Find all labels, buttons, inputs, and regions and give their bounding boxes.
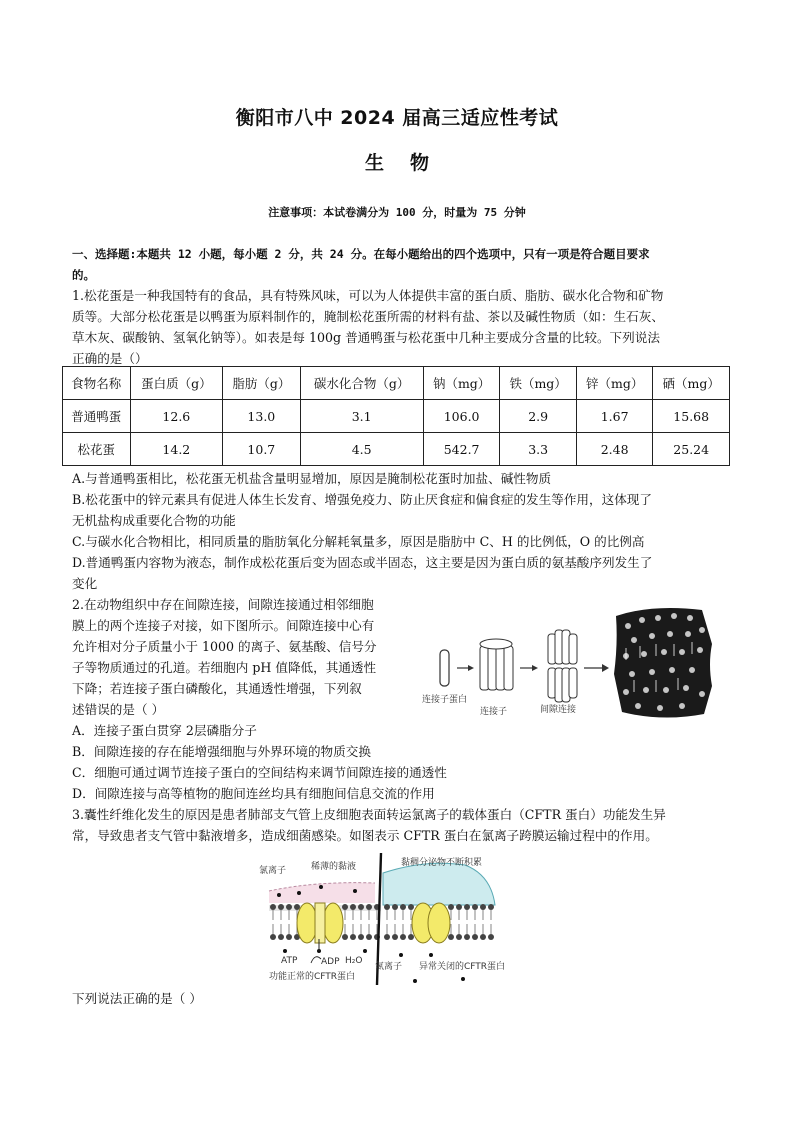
table-header-cell: 碳水化合物（g） xyxy=(300,367,423,400)
subject-char-1: 生 xyxy=(364,152,384,174)
gap-junction-figure xyxy=(412,604,718,722)
q2-options xyxy=(72,720,724,804)
label-atp: ATP xyxy=(281,956,298,966)
fig-label-gap-junction: 间隙连接 xyxy=(540,705,577,715)
table-cell: 13.0 xyxy=(223,400,300,433)
subject-heading xyxy=(0,148,794,175)
label-chloride-left: 氯离子 xyxy=(259,866,287,876)
table-header-cell: 脂肪（g） xyxy=(223,367,300,400)
connexon-shape xyxy=(480,639,513,690)
arrow-head xyxy=(532,665,538,671)
section-heading xyxy=(72,244,726,286)
table-cell: 12.6 xyxy=(130,400,223,433)
table-cell: 542.7 xyxy=(423,433,500,466)
table-header-row xyxy=(63,367,730,400)
q1-option-c: C.与碳水化合物相比，相同质量的脂肪氧化分解耗氧量多，原因是脂肪中 C、H 的比例低，O 的比例高 xyxy=(72,534,645,549)
table-cell: 松花蛋 xyxy=(63,433,131,466)
table-cell: 15.68 xyxy=(653,400,730,433)
atp-arrow xyxy=(311,957,321,963)
q2-stem-line: 述错误的是（ ） xyxy=(72,702,165,717)
table-cell: 普通鸭蛋 xyxy=(63,400,131,433)
q1-options xyxy=(72,468,724,594)
table-cell: 3.1 xyxy=(300,400,423,433)
arrow-head xyxy=(468,665,474,671)
q2-stem-line: 允许相对分子质量小于 1000 的离子、氨基酸、信号分 xyxy=(72,639,377,654)
table-header-cell: 硒（mg） xyxy=(653,367,730,400)
table-header-cell: 铁（mg） xyxy=(500,367,577,400)
table-cell: 106.0 xyxy=(423,400,500,433)
q1-stem-line: 质等。大部分松花蛋是以鸭蛋为原料制作的，腌制松花蛋所需的材料有盐、茶以及碱性物质（如：生石灰、 xyxy=(72,309,664,324)
table-header-cell: 蛋白质（g） xyxy=(130,367,223,400)
q2-option-c: C．细胞可通过调节连接子蛋白的空间结构来调节间隙连接的通透性 xyxy=(72,765,447,780)
section-line: 的。 xyxy=(72,268,95,282)
table-header-cell: 钠（mg） xyxy=(423,367,500,400)
nutrition-table xyxy=(62,366,730,466)
subject-char-2: 物 xyxy=(410,152,430,174)
q1-stem-line: 1.松花蛋是一种我国特有的食品，具有特殊风味，可以为人体提供丰富的蛋白质、脂肪、碳水化合物和矿物 xyxy=(72,288,664,303)
table-cell: 2.9 xyxy=(500,400,577,433)
fig-label-connexin: 连接子蛋白 xyxy=(422,695,468,705)
gap-junction-shape xyxy=(548,630,577,702)
q1-option-d-cont: 变化 xyxy=(72,576,98,591)
section-line: 一、选择题:本题共 12 小题，每小题 2 分，共 24 分。在每小题给出的四个选项中，只有一项是符合题目要求 xyxy=(72,247,650,261)
q1-option-b-cont: 无机盐构成重要化合物的功能 xyxy=(72,513,236,528)
table-row xyxy=(63,433,730,466)
exam-title: 衡阳市八中 2024 届高三适应性考试 xyxy=(235,107,559,129)
label-adp: ADP xyxy=(321,957,340,967)
label-thin-mucus: 稀薄的黏液 xyxy=(311,862,357,872)
table-header-cell: 食物名称 xyxy=(63,367,131,400)
table-cell: 1.67 xyxy=(576,400,653,433)
q2-stem-line: 2.在动物组织中存在间隙连接，间隙连接通过相邻细胞 xyxy=(72,597,374,612)
table-cell: 10.7 xyxy=(223,433,300,466)
table-cell: 25.24 xyxy=(653,433,730,466)
exam-notice: 注意事项：本试卷满分为 100 分，时量为 75 分钟 xyxy=(268,206,526,219)
q2-stem-line: 膜上的两个连接子对接，如下图所示。间隙连接中心有 xyxy=(72,618,375,633)
q1-stem xyxy=(72,285,724,369)
membrane-image xyxy=(614,608,712,718)
table-row xyxy=(63,400,730,433)
thick-mucus-region xyxy=(383,863,495,905)
q2-stem xyxy=(72,594,412,720)
q1-option-a: A.与普通鸭蛋相比，松花蛋无机盐含量明显增加，原因是腌制松花蛋时加盐、碱性物质 xyxy=(72,471,552,486)
q2-option-b: B．间隙连接的存在能增强细胞与外界环境的物质交换 xyxy=(72,744,371,759)
fig-label-connexon: 连接子 xyxy=(480,707,508,717)
q1-stem-line: 草木灰、碳酸钠、氢氧化钠等）。如表是每 100g 普通鸭蛋与松花蛋中几种主要成分含量的比较。下列说法 xyxy=(72,330,660,345)
label-chloride-right: 氯离子 xyxy=(375,962,403,972)
q1-stem-line: 正确的是（） xyxy=(72,351,148,366)
q3-stem-line: 3.囊性纤维化发生的原因是患者肺部支气管上皮细胞表面转运氯离子的载体蛋白（CFTR 蛋白）功能发生异 xyxy=(72,807,666,822)
connexin-protein-shape xyxy=(440,650,449,686)
q3-tail: 下列说法正确的是（ ） xyxy=(72,991,202,1006)
table-header-cell: 锌（mg） xyxy=(576,367,653,400)
q2-option-a: A．连接子蛋白贯穿 2层磷脂分子 xyxy=(72,723,257,738)
q2-stem-line: 下降；若连接子蛋白磷酸化，其通透性增强，下列叙 xyxy=(72,681,362,696)
table-cell: 14.2 xyxy=(130,433,223,466)
q1-option-b: B.松花蛋中的锌元素具有促进人体生长发育、增强免疫力、防止厌食症和偏食症的发生等作用，这体现了 xyxy=(72,492,652,507)
q3-stem xyxy=(72,804,724,846)
normal-cftr-protein xyxy=(297,903,343,943)
abnormal-cftr-protein xyxy=(412,903,450,943)
label-h2o: H₂O xyxy=(345,956,363,966)
label-normal-cftr: 功能正常的CFTR蛋白 xyxy=(269,972,356,982)
cftr-figure xyxy=(255,851,515,987)
q1-option-d: D.普通鸭蛋内容物为液态，制作成松花蛋后变为固态或半固态，这主要是因为蛋白质的氨基酸序列发生了 xyxy=(72,555,653,570)
q3-stem-line: 常，导致患者支气管中黏液增多，造成细菌感染。如图表示 CFTR 蛋白在氯离子跨膜运输过程中的作用。 xyxy=(72,828,658,843)
table-cell: 4.5 xyxy=(300,433,423,466)
table-cell: 3.3 xyxy=(500,433,577,466)
label-thick-secretion: 黏稠分泌物不断积累 xyxy=(401,858,483,868)
label-abnormal-cftr: 异常关闭的CFTR蛋白 xyxy=(419,962,506,972)
arrow-head xyxy=(602,664,609,672)
table-cell: 2.48 xyxy=(576,433,653,466)
q2-option-d: D．间隙连接与高等植物的胞间连丝均具有细胞间信息交流的作用 xyxy=(72,786,435,801)
q2-stem-line: 子等物质通过的孔道。若细胞内 pH 值降低，其通透性 xyxy=(72,660,377,675)
